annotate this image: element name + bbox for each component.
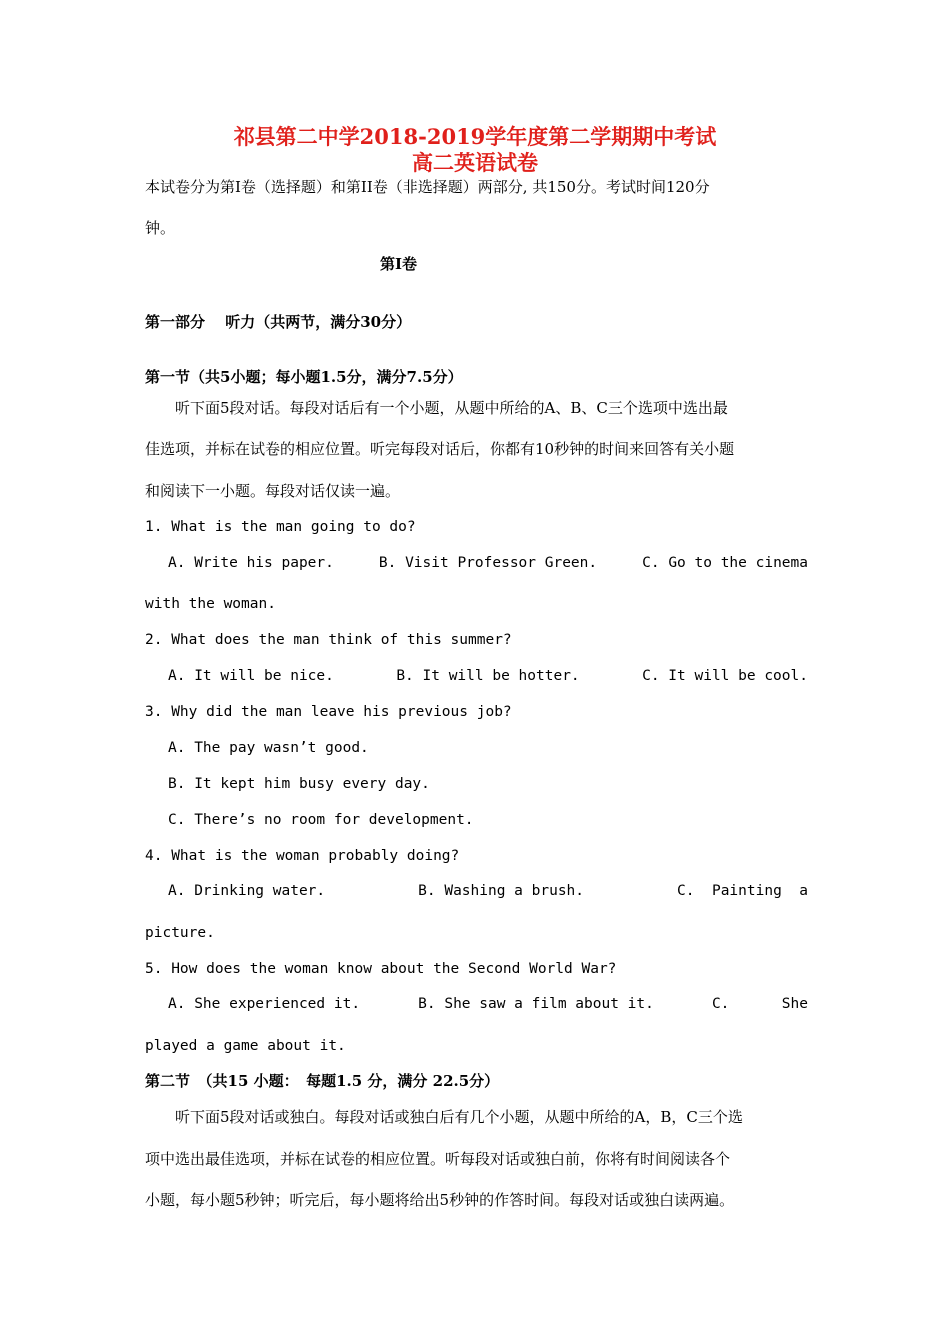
section1-heading: 第一节（共5小题；每小题1.5分，满分7.5分） bbox=[145, 368, 463, 386]
option-a: A. It will be nice. bbox=[168, 668, 334, 684]
option-a: A. Write his paper. bbox=[168, 555, 334, 571]
option-a: A. Drinking water. bbox=[168, 883, 326, 899]
option-b: B. It kept him busy every day. bbox=[168, 776, 430, 792]
option-b: B. She saw a film about it. bbox=[418, 996, 654, 1012]
option-b: B. Washing a brush. bbox=[418, 883, 585, 899]
question-4-option-continuation: picture. bbox=[145, 925, 215, 941]
question-3-stem: 3. Why did the man leave his previous job? bbox=[145, 704, 512, 720]
section2-instruction-line: 小题，每小题5秒钟；听完后，每小题将给出5秒钟的作答时间。每段对话或独白读两遍。 bbox=[145, 1191, 735, 1209]
intro-line-2: 钟。 bbox=[145, 219, 176, 237]
section2-instruction-line: 听下面5段对话或独白。每段对话或独白后有几个小题，从题中所给的A，B，C三个选 bbox=[145, 1108, 743, 1126]
intro-line-1: 本试卷分为第I卷（选择题）和第II卷（非选择题）两部分, 共150分。考试时间120分 bbox=[145, 178, 710, 196]
option-a: A. The pay wasn’t good. bbox=[168, 740, 369, 756]
question-5-option-continuation: played a game about it. bbox=[145, 1038, 346, 1054]
question-2-stem: 2. What does the man think of this summer? bbox=[145, 632, 512, 648]
question-4-options bbox=[168, 881, 808, 901]
question-1-options bbox=[168, 553, 808, 573]
volume-title: 第I卷 bbox=[380, 255, 418, 273]
section2-instruction-line: 项中选出最佳选项，并标在试卷的相应位置。听每段对话或独白前，你将有时间阅读各个 bbox=[145, 1150, 731, 1168]
option-a: A. She experienced it. bbox=[168, 996, 361, 1012]
option-c: C. Go to the cinema bbox=[642, 555, 808, 571]
question-1-stem: 1. What is the man going to do? bbox=[145, 519, 416, 535]
section2-heading: 第二节 （共15 小题： 每题1.5 分，满分 22.5分） bbox=[145, 1072, 500, 1090]
question-2-options bbox=[168, 666, 808, 686]
exam-subtitle: 高二英语试卷 bbox=[412, 150, 538, 175]
exam-title: 祁县第二中学2018-2019学年度第二学期期中考试 bbox=[233, 124, 717, 149]
part1-heading: 第一部分 听力（共两节，满分30分） bbox=[145, 313, 412, 331]
option-c: C. There’s no room for development. bbox=[168, 812, 474, 828]
question-4-stem: 4. What is the woman probably doing? bbox=[145, 848, 460, 864]
option-c: C. She bbox=[711, 996, 808, 1012]
question-5-options bbox=[168, 994, 808, 1014]
option-c: C. Painting a bbox=[677, 883, 808, 899]
option-b: B. It will be hotter. bbox=[396, 668, 580, 684]
section1-instruction-line: 佳选项，并标在试卷的相应位置。听完每段对话后，你都有10秒钟的时间来回答有关小题 bbox=[145, 440, 735, 458]
question-1-option-continuation: with the woman. bbox=[145, 596, 276, 612]
section1-instruction-line: 和阅读下一小题。每段对话仅读一遍。 bbox=[145, 482, 401, 500]
question-5-stem: 5. How does the woman know about the Second World War? bbox=[145, 961, 617, 977]
option-c: C. It will be cool. bbox=[642, 668, 808, 684]
section1-instruction-line: 听下面5段对话。每段对话后有一个小题，从题中所给的A、B、C三个选项中选出最 bbox=[145, 399, 728, 417]
option-b: B. Visit Professor Green. bbox=[378, 555, 598, 571]
